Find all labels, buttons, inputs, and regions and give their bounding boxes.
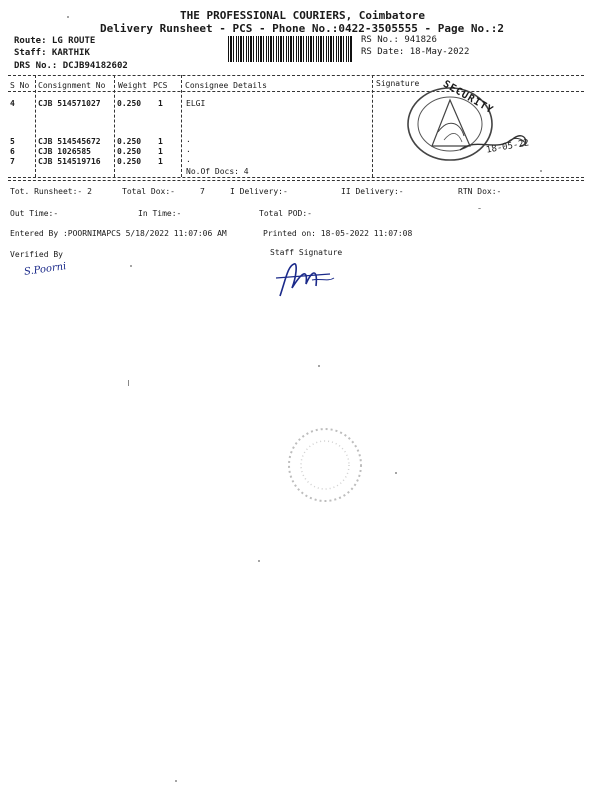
col-divider — [181, 75, 182, 177]
table-row-sno: 4 — [10, 99, 15, 108]
runsheet-title: Delivery Runsheet - PCS - Phone No.:0422-3505555 - Page No.:2 — [100, 22, 504, 35]
table-row-pcs: 1 — [158, 147, 163, 156]
security-stamp-icon — [400, 80, 560, 180]
staff-signature-icon — [272, 258, 342, 300]
col-divider — [114, 75, 115, 177]
verified-handwriting: S.Poorni — [23, 261, 68, 278]
table-row-weight: 0.250 — [117, 137, 142, 146]
table-row-consignee: ELGI — [186, 99, 206, 108]
staff-signature-label: Staff Signature — [270, 248, 343, 257]
col-header-consignment: Consignment No — [38, 81, 106, 90]
table-row-weight: 0.250 — [117, 147, 142, 156]
col-header-weight: Weight — [118, 81, 147, 90]
company-title: THE PROFESSIONAL COURIERS, Coimbatore — [180, 9, 426, 22]
route-label: Route: LG ROUTE — [14, 36, 96, 46]
rtn-dox: RTN Dox:- — [458, 187, 502, 196]
drs-number: DRS No.: DCJB94182602 — [14, 61, 128, 71]
table-row-consignment: CJB 514545672 — [38, 137, 101, 146]
ii-delivery: II Delivery:- — [341, 187, 404, 196]
entered-by: Entered By :POORNIMAPCS 5/18/2022 11:07:06 AM — [10, 229, 227, 238]
i-delivery: I Delivery:- — [230, 187, 288, 196]
scan-speck — [67, 16, 69, 18]
stamp-date: 18-05-22 — [485, 138, 530, 156]
table-row-consignee: . — [186, 155, 191, 164]
table-row-sno: 5 — [10, 137, 15, 146]
col-divider — [372, 75, 373, 177]
tot-runsheet: Tot. Runsheet:- 2 — [10, 187, 92, 196]
table-row-pcs: 1 — [158, 99, 163, 108]
out-time: Out Time:- — [10, 209, 59, 218]
scan-speck — [128, 380, 129, 386]
staff-label: Staff: KARTHIK — [14, 48, 90, 58]
verified-by-label: Verified By — [10, 250, 63, 259]
printed-on: Printed on: 18-05-2022 11:07:08 — [263, 229, 413, 238]
no-of-docs: No.Of Docs: 4 — [186, 167, 249, 176]
table-row-sno: 6 — [10, 147, 15, 156]
table-row-consignee: . — [186, 135, 191, 144]
in-time: In Time:- — [138, 209, 182, 218]
scan-speck — [540, 170, 542, 172]
scan-speck — [258, 560, 260, 562]
total-pod: Total POD:- — [259, 209, 312, 218]
table-row-sno: 7 — [10, 157, 15, 166]
table-row-pcs: 1 — [158, 137, 163, 146]
table-row-consignment: CJB 514571027 — [38, 99, 101, 108]
col-divider — [35, 75, 36, 177]
col-header-sno: S No — [10, 81, 30, 90]
scan-speck — [130, 265, 132, 267]
barcode-icon — [228, 36, 352, 62]
scan-speck — [318, 365, 320, 367]
col-header-consignee: Consignee Details — [185, 81, 267, 90]
col-header-pcs: PCS — [153, 81, 168, 90]
scan-speck — [175, 780, 177, 782]
table-row-pcs: 1 — [158, 157, 163, 166]
scan-speck — [478, 208, 481, 209]
scan-speck — [395, 472, 397, 474]
rs-number: RS No.: 941826 — [361, 35, 437, 45]
total-dox-value: 7 — [200, 187, 205, 196]
table-row-consignee: . — [186, 145, 191, 154]
col-header-signature: Signature — [376, 79, 420, 88]
table-top-rule — [8, 75, 584, 76]
rs-date: RS Date: 18-May-2022 — [361, 47, 470, 57]
faded-stamp-icon — [280, 420, 370, 510]
table-row-consignment: CJB 1026585 — [38, 147, 91, 156]
table-row-weight: 0.250 — [117, 157, 142, 166]
totals-top-rule — [8, 180, 584, 181]
stamp-text: SECURITY — [441, 78, 496, 117]
table-row-weight: 0.250 — [117, 99, 142, 108]
total-dox-label: Total Dox:- — [122, 187, 175, 196]
table-row-consignment: CJB 514519716 — [38, 157, 101, 166]
